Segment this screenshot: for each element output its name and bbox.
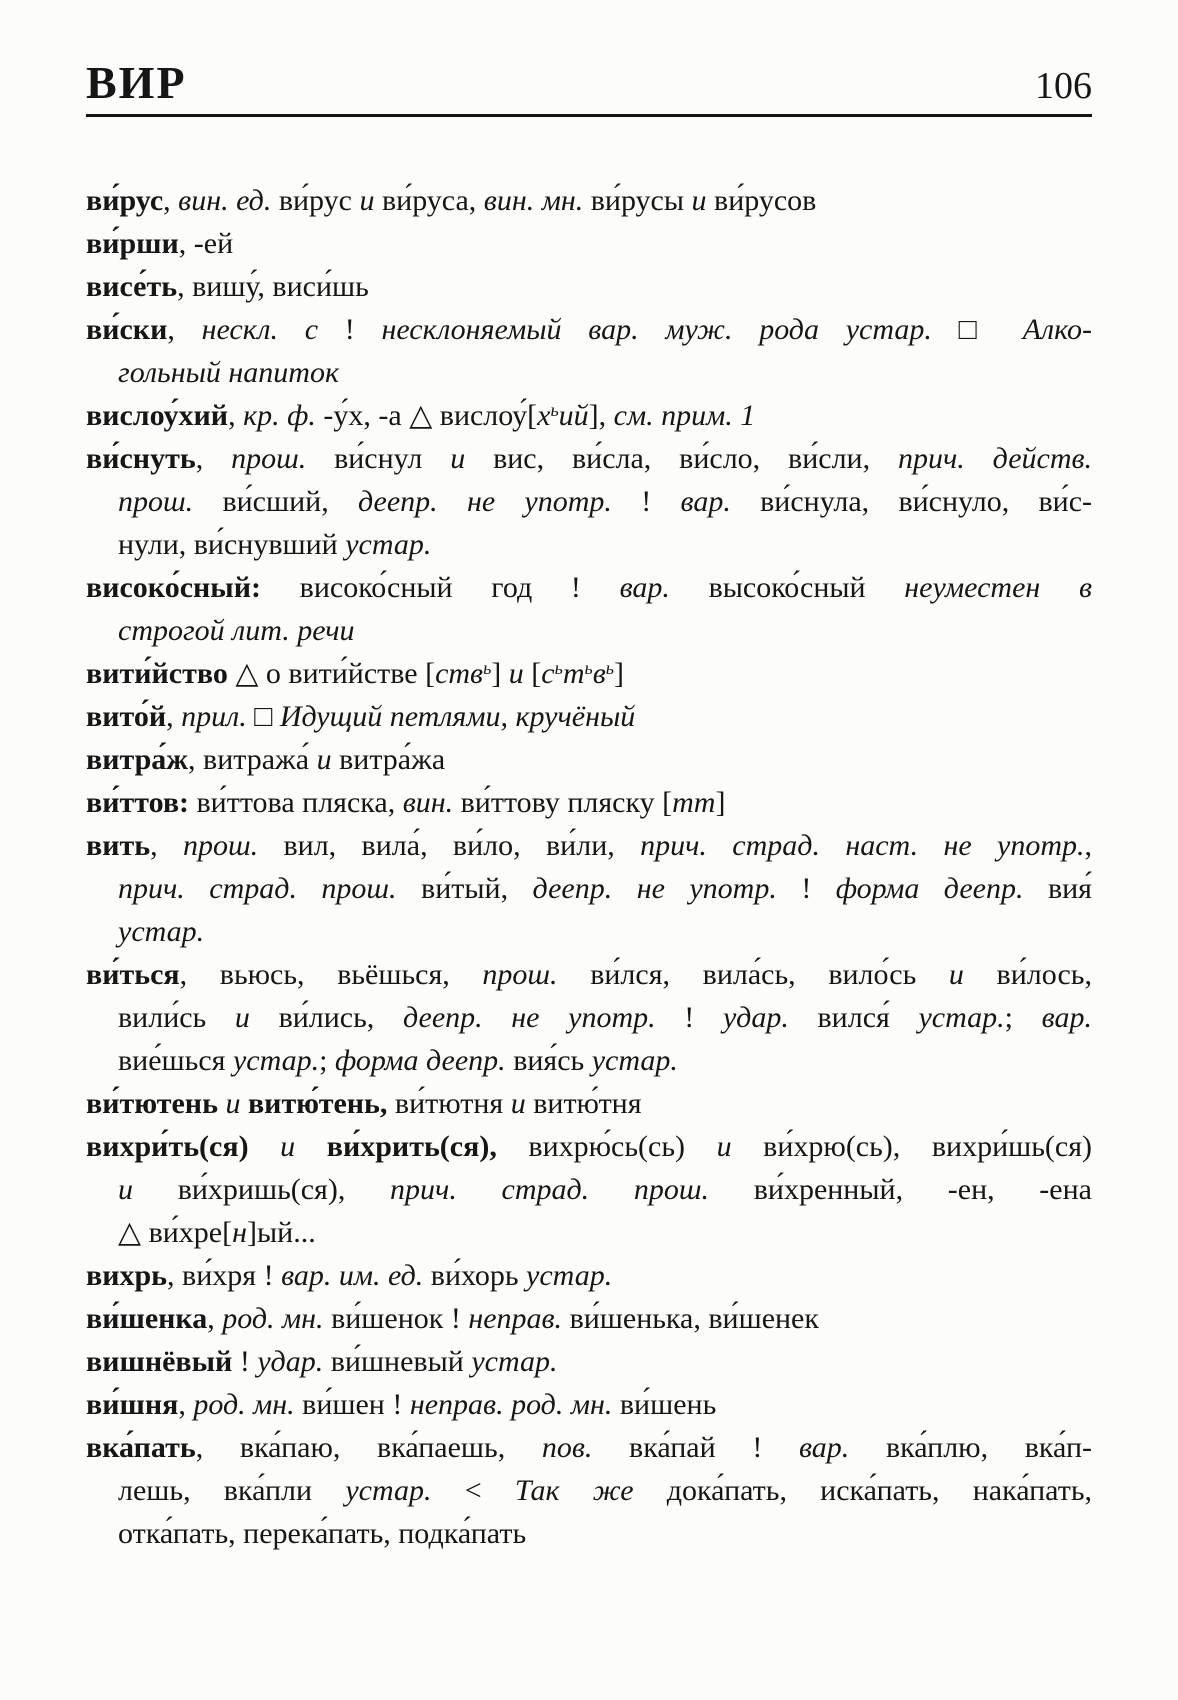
entry-line: [86, 265, 1092, 308]
text-segment: ви́хрю(сь), вихри́шь(ся): [731, 1130, 1093, 1163]
page-number: 106: [1035, 65, 1092, 107]
text-segment: вис, ви́сла, ви́сло, ви́сли,: [465, 442, 898, 475]
text-segment: витю́тня: [525, 1087, 642, 1120]
text-segment: [240, 1087, 248, 1120]
text-segment: устар.: [918, 1001, 1005, 1034]
text-segment: вар.: [798, 1431, 850, 1464]
text-segment: прич. страд. наст. не употр.: [640, 829, 1085, 862]
text-segment: прич. действ.: [897, 442, 1093, 475]
text-segment: ви́шень: [612, 1388, 717, 1421]
text-segment: витю́тень,: [247, 1087, 388, 1120]
dictionary-entry: [86, 1426, 1092, 1555]
entry-line: [86, 867, 1092, 910]
text-segment: !: [776, 872, 836, 905]
text-segment: висе́ть: [86, 270, 178, 303]
dictionary-entry: [86, 695, 1092, 738]
text-segment: ]: [613, 657, 624, 690]
text-segment: -у́х, -а △ вислоу́[: [315, 399, 538, 432]
text-segment: форма деепр.: [334, 1044, 506, 1077]
entry-line: [86, 910, 1092, 953]
text-segment: ,: [1084, 829, 1092, 862]
text-segment: род. мн.: [193, 1388, 295, 1421]
text-segment: високо́сный:: [86, 571, 261, 604]
text-segment: △ ви́хре[: [118, 1216, 233, 1249]
text-segment: ,: [178, 1388, 194, 1421]
text-segment: гольный напиток: [118, 356, 339, 389]
text-segment: неправ.: [468, 1302, 563, 1335]
text-segment: и: [359, 184, 375, 217]
text-segment: ви́ться: [86, 958, 180, 991]
text-segment: прош.: [118, 485, 194, 518]
dictionary-entry: [86, 437, 1092, 566]
entry-line: [86, 609, 1092, 652]
entry-line: [86, 179, 1092, 222]
text-segment: высоко́сный: [669, 571, 905, 604]
entry-line: [86, 652, 1092, 695]
text-segment: род. мн.: [222, 1302, 324, 1335]
text-segment: , вишу́, виси́шь: [177, 270, 369, 303]
entry-line: [86, 523, 1092, 566]
text-segment: ,: [207, 1302, 223, 1335]
text-segment: ви́русов: [706, 184, 817, 217]
text-segment: удар.: [257, 1345, 324, 1378]
text-segment: удар.: [722, 1001, 789, 1034]
dictionary-entry: [86, 265, 1092, 308]
text-segment: и: [691, 184, 707, 217]
text-segment: , ви́хря !: [167, 1259, 282, 1292]
entry-line: [86, 1254, 1092, 1297]
text-segment: вился́: [788, 1001, 919, 1034]
text-segment: прош.: [231, 442, 307, 475]
header-rule: [86, 114, 1092, 117]
text-segment: в: [592, 657, 606, 690]
text-segment: и: [280, 1130, 296, 1163]
text-segment: прош.: [182, 829, 259, 862]
text-segment: вка́пай !: [592, 1431, 799, 1464]
text-segment: ви́сший,: [193, 485, 358, 518]
text-segment: деепр. не употр.: [357, 485, 612, 518]
text-segment: ви́шня: [86, 1388, 179, 1421]
text-segment: и: [225, 1087, 241, 1120]
text-segment: нули, ви́снувший: [118, 528, 346, 561]
text-segment: !: [318, 313, 382, 346]
text-segment: вин. ед.: [178, 184, 272, 217]
text-segment: ви́шенка: [86, 1302, 208, 1335]
entries-container: [86, 179, 1092, 1555]
text-segment: с: [541, 657, 555, 690]
entry-line: [86, 738, 1092, 781]
dictionary-entry: [86, 1082, 1092, 1125]
entry-line: [86, 222, 1092, 265]
text-segment: , -ей: [178, 227, 234, 260]
entry-line: [86, 1426, 1092, 1469]
text-segment: ви́лось,: [963, 958, 1092, 991]
dictionary-entry: [86, 824, 1092, 953]
text-segment: устар.: [591, 1044, 678, 1077]
running-head: ВИР: [86, 57, 187, 108]
text-segment: Идущий петлями, кручёный: [279, 700, 636, 733]
text-segment: устар.: [232, 1044, 320, 1077]
dictionary-entry: [86, 179, 1092, 222]
text-segment: ь: [584, 658, 593, 678]
text-segment: строгой лит. речи: [118, 614, 355, 647]
text-segment: вихри́ть(ся): [86, 1130, 249, 1163]
text-segment: ви́шневый: [323, 1345, 472, 1378]
entry-line: [86, 996, 1092, 1039]
entry-line: [86, 1512, 1092, 1555]
dictionary-entry: [86, 953, 1092, 1082]
text-segment: високо́сный год !: [261, 571, 620, 604]
text-segment: ви́тютень: [86, 1087, 218, 1120]
text-segment: ь: [554, 658, 563, 678]
entry-line: [86, 1383, 1092, 1426]
text-segment: ви́шен !: [294, 1388, 410, 1421]
entry-line: [86, 695, 1092, 738]
text-segment: н: [232, 1216, 247, 1249]
text-segment: ,: [163, 184, 179, 217]
entry-line: [86, 824, 1092, 867]
text-segment: несклоняемый вар. муж. рода устар.: [381, 313, 932, 346]
text-segment: вия́: [1023, 872, 1092, 905]
text-segment: ви́хришь(ся),: [133, 1173, 391, 1206]
text-segment: т: [562, 657, 585, 690]
page-header: [86, 57, 1092, 108]
text-segment: нескл. с: [201, 313, 319, 346]
text-segment: ви́русы: [583, 184, 692, 217]
text-segment: ]ый...: [247, 1216, 316, 1249]
entry-line: [86, 566, 1092, 609]
text-segment: ви́рус: [86, 184, 164, 217]
text-segment: ств: [435, 657, 484, 690]
text-segment: ви́лся, вила́сь, вило́сь: [557, 958, 949, 991]
entry-line: [86, 351, 1092, 394]
entry-line: [86, 1469, 1092, 1512]
text-segment: вар.: [1041, 1001, 1092, 1034]
text-segment: [: [523, 657, 542, 690]
text-segment: вия́сь: [505, 1044, 592, 1077]
text-segment: ь: [483, 658, 492, 678]
text-segment: и: [508, 657, 524, 690]
text-segment: ви́рши: [86, 227, 179, 260]
text-segment: вихрю́сь(сь): [496, 1130, 717, 1163]
text-segment: вито́й: [86, 700, 167, 733]
text-segment: вили́сь: [118, 1001, 235, 1034]
text-segment: , витража́: [188, 743, 317, 776]
text-segment: форма деепр.: [835, 872, 1024, 905]
text-segment: ,: [167, 313, 202, 346]
entry-line: [86, 953, 1092, 996]
dictionary-entry: [86, 1254, 1092, 1297]
text-segment: вин. мн.: [483, 184, 584, 217]
text-segment: ви́ттова пляска,: [189, 786, 403, 819]
text-segment: ви́ттову пляску [: [453, 786, 673, 819]
text-segment: ви́снула, ви́снуло, ви́с-: [730, 485, 1093, 518]
text-segment: витра́жа: [331, 743, 446, 776]
text-segment: вин.: [402, 786, 454, 819]
text-segment: пов.: [541, 1431, 593, 1464]
dictionary-entry: [86, 1340, 1092, 1383]
text-segment: ,: [228, 399, 244, 432]
text-segment: деепр. не употр.: [402, 1001, 656, 1034]
text-segment: вил, вила́, ви́ло, ви́ли,: [258, 829, 641, 862]
text-segment: прил.: [181, 700, 247, 733]
entry-line: [86, 394, 1092, 437]
text-segment: вить: [86, 829, 151, 862]
text-segment: ви́лись,: [249, 1001, 403, 1034]
entry-line: [86, 1211, 1092, 1254]
text-segment: [249, 1130, 281, 1163]
text-segment: вие́шься: [118, 1044, 233, 1077]
text-segment: см. прим. 1: [613, 399, 756, 432]
text-segment: и: [316, 743, 332, 776]
text-segment: тт: [672, 786, 716, 819]
text-segment: устар.: [471, 1345, 558, 1378]
text-segment: !: [232, 1345, 258, 1378]
text-segment: отка́пать, перека́пать, подка́пать: [118, 1517, 527, 1550]
entry-line: [86, 480, 1092, 523]
text-segment: и: [450, 442, 466, 475]
entry-line: [86, 308, 1092, 351]
dictionary-entry: [86, 222, 1092, 265]
text-segment: ]: [491, 657, 509, 690]
text-segment: вар.: [680, 485, 731, 518]
text-segment: витра́ж: [86, 743, 189, 776]
dictionary-entry: [86, 652, 1092, 695]
dictionary-entry: [86, 394, 1092, 437]
text-segment: и: [948, 958, 964, 991]
text-segment: ви́снул: [306, 442, 451, 475]
text-segment: прич. страд. прош.: [390, 1173, 710, 1206]
entry-line: [86, 1297, 1092, 1340]
dictionary-entry: [86, 738, 1092, 781]
text-segment: устар.: [345, 1474, 432, 1507]
text-segment: вишнёвый: [86, 1345, 233, 1378]
text-segment: ь: [605, 658, 614, 678]
text-segment: дока́пать, иска́пать, нака́пать,: [633, 1474, 1092, 1507]
text-segment: ;: [1004, 1001, 1042, 1034]
text-segment: ви́тютня: [387, 1087, 511, 1120]
text-segment: ,: [150, 829, 183, 862]
text-segment: ь: [550, 400, 559, 420]
text-segment: вислоу́хий: [86, 399, 229, 432]
text-segment: лешь, вка́пли: [118, 1474, 346, 1507]
text-segment: ,: [166, 700, 182, 733]
text-segment: [295, 1130, 327, 1163]
text-segment: ви́руса,: [374, 184, 484, 217]
text-segment: ви́шенька, ви́шенек: [562, 1302, 819, 1335]
text-segment: вка́плю, вка́п-: [849, 1431, 1092, 1464]
text-segment: и: [716, 1130, 732, 1163]
text-segment: неуместен в: [904, 571, 1092, 604]
text-segment: неправ. род. мн.: [409, 1388, 613, 1421]
text-segment: прич. страд. прош.: [118, 872, 397, 905]
dictionary-entry: [86, 781, 1092, 824]
text-segment: устар.: [526, 1259, 613, 1292]
entry-line: [86, 1039, 1092, 1082]
text-segment: устар.: [345, 528, 432, 561]
dictionary-entry: [86, 566, 1092, 652]
text-segment: и: [510, 1087, 526, 1120]
text-segment: , вьюсь, вьёшься,: [179, 958, 483, 991]
text-segment: деепр. не употр.: [532, 872, 777, 905]
dictionary-entry: [86, 308, 1092, 394]
text-segment: вар.: [619, 571, 670, 604]
dictionary-entry: [86, 1125, 1092, 1254]
text-segment: ви́ски: [86, 313, 168, 346]
text-segment: ий: [558, 399, 589, 432]
text-segment: Так же: [514, 1474, 634, 1507]
text-segment: <: [431, 1474, 515, 1507]
text-segment: ви́ттов:: [86, 786, 190, 819]
text-segment: , вка́паю, вка́паешь,: [195, 1431, 542, 1464]
text-segment: устар.: [118, 915, 205, 948]
text-segment: вар. им. ед.: [281, 1259, 424, 1292]
text-segment: ви́хорь: [423, 1259, 527, 1292]
dictionary-entry: [86, 1297, 1092, 1340]
entry-line: [86, 781, 1092, 824]
text-segment: вити́йство: [86, 657, 228, 690]
text-segment: △ о вити́йстве [: [227, 657, 436, 690]
text-segment: ],: [588, 399, 614, 432]
text-segment: !: [655, 1001, 723, 1034]
entry-line: [86, 1340, 1092, 1383]
text-segment: ,: [195, 442, 232, 475]
text-segment: и: [234, 1001, 250, 1034]
entry-line: [86, 1125, 1092, 1168]
text-segment: х: [537, 399, 551, 432]
text-segment: ви́хрить(ся),: [326, 1130, 497, 1163]
text-segment: ;: [319, 1044, 335, 1077]
text-segment: !: [611, 485, 681, 518]
text-segment: □: [246, 700, 280, 733]
text-segment: ви́рус: [271, 184, 360, 217]
text-segment: вихрь: [86, 1259, 168, 1292]
entry-line: [86, 437, 1092, 480]
text-segment: Алко-: [1022, 313, 1093, 346]
entry-line: [86, 1082, 1092, 1125]
text-segment: вка́пать: [86, 1431, 196, 1464]
text-segment: ви́тый,: [396, 872, 533, 905]
entry-line: [86, 1168, 1092, 1211]
text-segment: кр. ф.: [243, 399, 316, 432]
text-segment: □: [931, 313, 1023, 346]
text-segment: ]: [715, 786, 726, 819]
text-segment: ви́хренный, -ен, -ена: [709, 1173, 1092, 1206]
text-segment: прош.: [482, 958, 558, 991]
text-segment: и: [118, 1173, 133, 1206]
text-segment: ви́снуть: [86, 442, 196, 475]
dictionary-entry: [86, 1383, 1092, 1426]
text-segment: ви́шенок !: [323, 1302, 469, 1335]
